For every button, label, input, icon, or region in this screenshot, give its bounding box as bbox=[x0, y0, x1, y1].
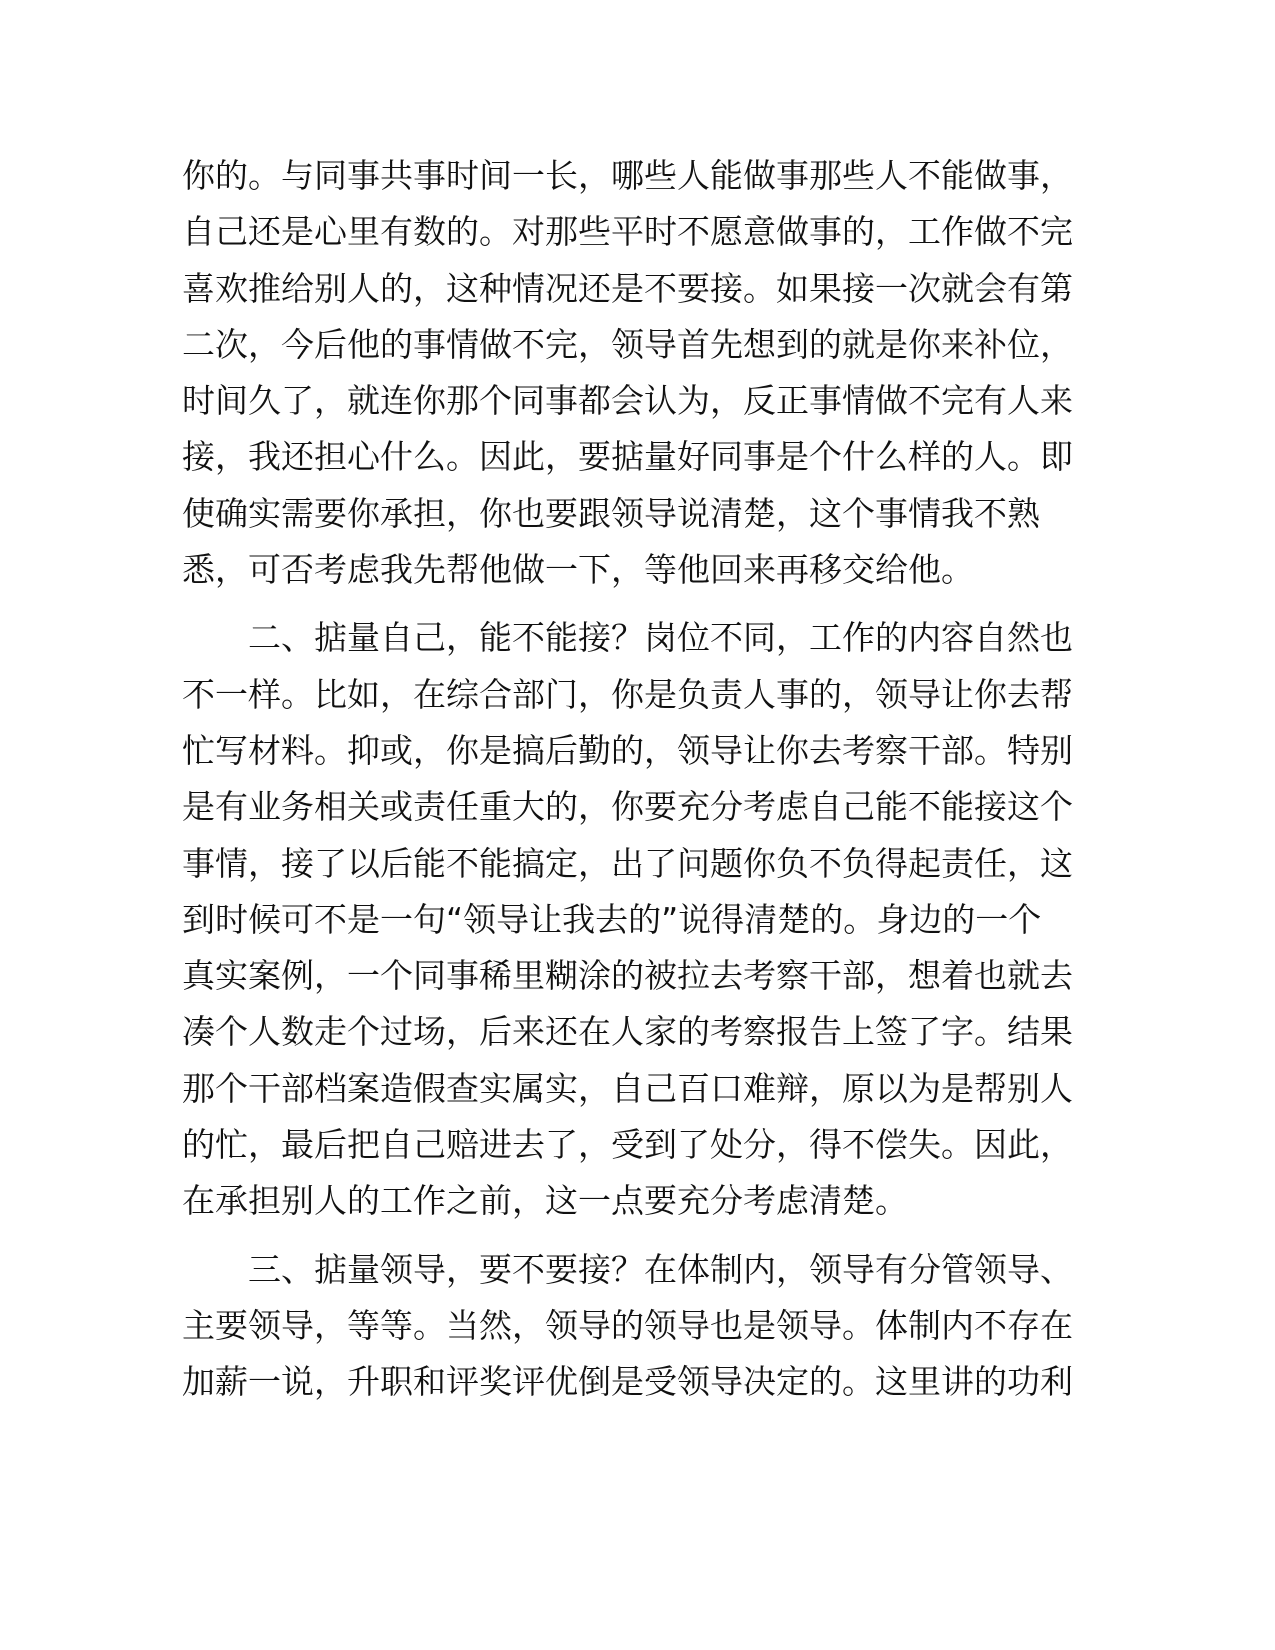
text-line: 使确实需要你承担，你也要跟领导说清楚，这个事情我不熟 bbox=[182, 493, 1040, 533]
text-line: 时间久了，就连你那个同事都会认为，反正事情做不完有人来 bbox=[182, 381, 1073, 421]
paragraph-1 bbox=[182, 148, 1072, 598]
text-line: 主要领导，等等。当然，领导的领导也是领导。体制内不存在 bbox=[182, 1305, 1073, 1345]
text-line: 二次，今后他的事情做不完，领导首先想到的就是你来补位， bbox=[182, 324, 1073, 364]
text-line: 到时候可不是一句“领导让我去的”说得清楚的。身边的一个 bbox=[182, 899, 1042, 939]
text-line: 是有业务相关或责任重大的，你要充分考虑自己能不能接这个 bbox=[182, 787, 1073, 827]
text-line: 的忙，最后把自己赔进去了，受到了处分，得不偿失。因此， bbox=[182, 1125, 1073, 1165]
paragraph-spacer bbox=[182, 598, 1072, 610]
text-line: 喜欢推给别人的，这种情况还是不要接。如果接一次就会有第 bbox=[182, 268, 1073, 308]
text-line: 自己还是心里有数的。对那些平时不愿意做事的，工作做不完 bbox=[182, 212, 1073, 252]
text-line: 不一样。比如，在综合部门，你是负责人事的，领导让你去帮 bbox=[182, 674, 1073, 714]
text-line: 接，我还担心什么。因此，要掂量好同事是个什么样的人。即 bbox=[182, 437, 1073, 477]
text-line: 忙写材料。抑或，你是搞后勤的，领导让你去考察干部。特别 bbox=[182, 730, 1073, 770]
paragraph-spacer bbox=[182, 1230, 1072, 1242]
text-line: 真实案例，一个同事稀里糊涂的被拉去考察干部，想着也就去 bbox=[182, 956, 1073, 996]
text-line: 凑个人数走个过场，后来还在人家的考察报告上签了字。结果 bbox=[182, 1012, 1073, 1052]
text-line: 在承担别人的工作之前，这一点要充分考虑清楚。 bbox=[182, 1181, 908, 1221]
text-line: 二、掂量自己，能不能接？岗位不同，工作的内容自然也 bbox=[248, 618, 1073, 658]
text-line: 你的。与同事共事时间一长，哪些人能做事那些人不能做事， bbox=[182, 156, 1073, 195]
text-line: 三、掂量领导，要不要接？在体制内，领导有分管领导、 bbox=[248, 1249, 1073, 1289]
text-line: 悉，可否考虑我先帮他做一下，等他回来再移交给他。 bbox=[182, 550, 974, 590]
paragraph-2 bbox=[182, 610, 1072, 1229]
text-line: 加薪一说，升职和评奖评优倒是受领导决定的。这里讲的功利 bbox=[182, 1362, 1073, 1402]
text-line: 事情，接了以后能不能搞定，出了问题你负不负得起责任，这 bbox=[182, 843, 1073, 883]
paragraph-3 bbox=[182, 1242, 1072, 1411]
text-line: 那个干部档案造假查实属实，自己百口难辩，原以为是帮别人 bbox=[182, 1068, 1073, 1108]
body-text bbox=[182, 148, 1072, 1411]
